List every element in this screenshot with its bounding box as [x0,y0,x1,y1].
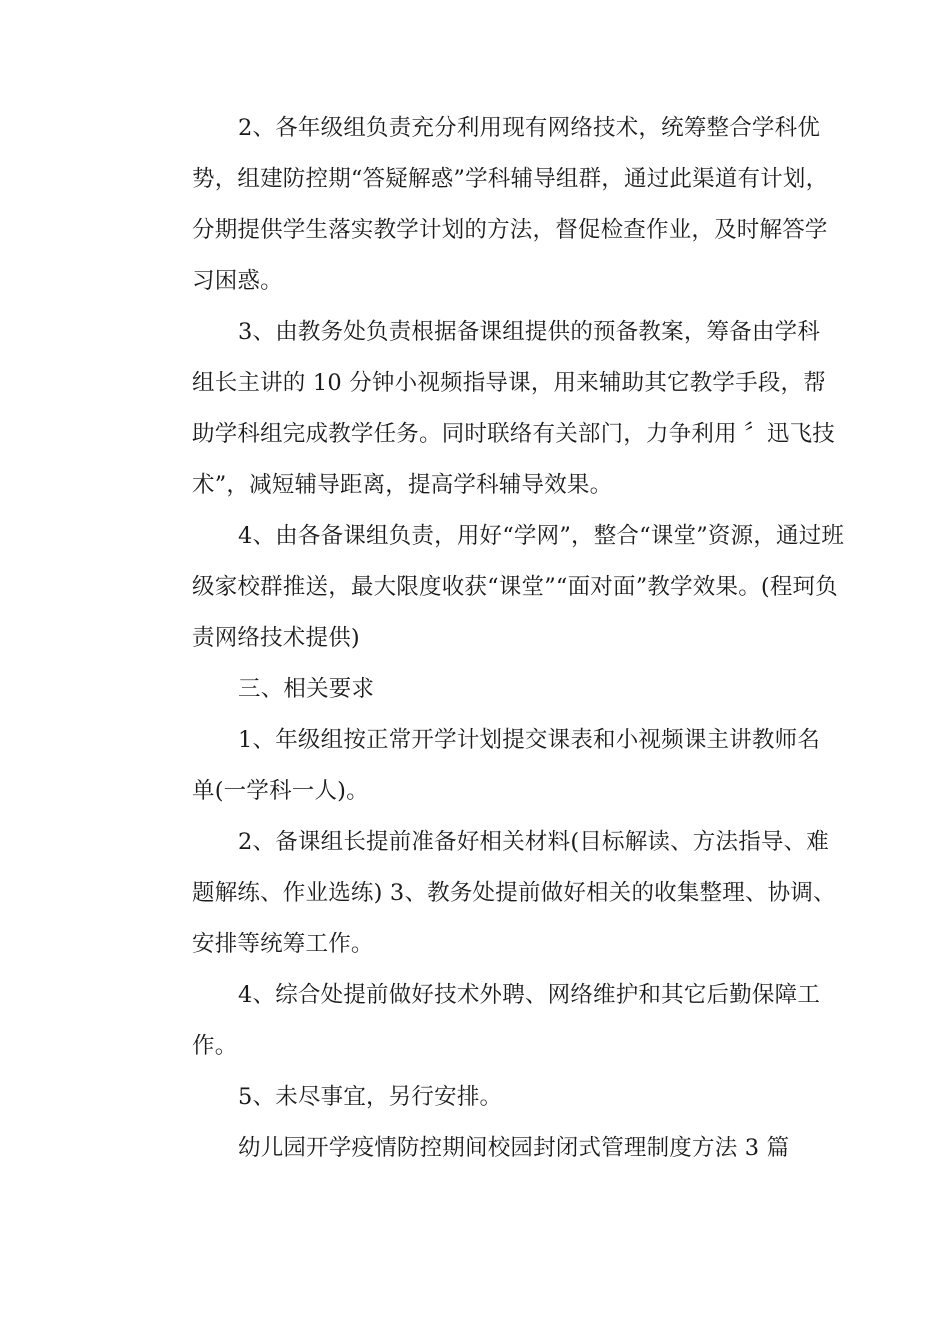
text-line: 术”，减短辅导距离，提高学科辅导效果。 [192,472,613,498]
text-line: 责网络技术提供) [192,625,360,651]
paragraph-6 [146,970,836,1072]
text-line: 安排等统筹工作。 [192,931,374,957]
text-line: 分期提供学生落实教学计划的方法，督促检查作业，及时解答学 [192,217,828,243]
text-line: 2、备课组长提前准备好相关材料(目标解读、方法指导、难 [238,829,829,855]
section-heading [146,664,836,715]
title-line: 幼儿园开学疫情防控期间校园封闭式管理制度方法 3 篇 [238,1135,790,1161]
paragraph-2 [146,307,836,511]
document-title [146,1123,836,1174]
text-line: 5、未尽事宜，另行安排。 [238,1084,503,1110]
text-line: 级家校群推送，最大限度收获“课堂”“面对面”教学效果。(程珂负 [192,574,838,600]
text-line: 题解练、作业选练) 3、教务处提前做好相关的收集整理、协调、 [192,880,836,906]
paragraph-4 [146,715,836,817]
text-line: 4、综合处提前做好技术外聘、网络维护和其它后勤保障工 [238,982,821,1008]
text-line: 作。 [192,1033,238,1059]
paragraph-5 [146,817,836,970]
text-line: 单(一学科一人)。 [192,778,369,804]
document-page [146,103,845,1174]
text-line: 助学科组完成教学任务。同时联络有关部门，力争利用 〞迅飞技 [192,421,835,447]
heading-line: 三、相关要求 [238,676,375,702]
text-line: 习困惑。 [192,268,283,294]
paragraph-7 [146,1072,836,1123]
text-line: 势，组建防控期“答疑解惑”学科辅导组群，通过此渠道有计划， [192,166,829,192]
text-line: 4、由各备课组负责，用好“学网”，整合“课堂”资源，通过班 [238,523,845,549]
text-line: 3、由教务处负责根据备课组提供的预备教案，筹备由学科 [238,319,821,345]
paragraph-3 [146,511,845,664]
paragraph-1 [146,103,836,307]
text-line: 2、各年级组负责充分利用现有网络技术，统筹整合学科优 [238,115,821,141]
text-line: 1、年级组按正常开学计划提交课表和小视频课主讲教师名 [238,727,821,753]
text-line: 组长主讲的 10 分钟小视频指导课，用来辅助其它教学手段，帮 [192,370,826,396]
